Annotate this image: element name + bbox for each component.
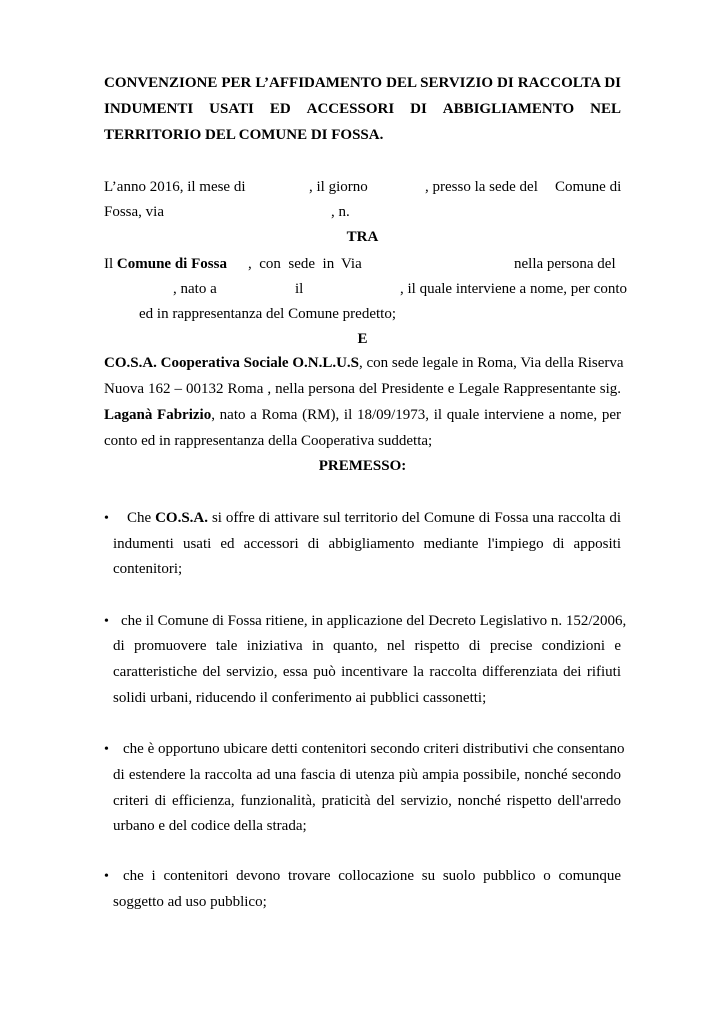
party1-rappresentanza: ed in rappresentanza del Comune predetto;: [139, 306, 396, 322]
intro-comune-di: Comune di: [555, 179, 622, 195]
bullet3-line-3: criteri di efficienza, funzionalità, praticità del servizio, nonché rispetto dell'arredo: [113, 793, 621, 809]
party2-line-3-rest: , nato a Roma (RM), il 18/09/1973, il quale interviene a nome, per: [211, 407, 621, 423]
intro-n: , n.: [331, 204, 350, 220]
intro-sede: , presso la sede del: [425, 179, 538, 195]
bullet1-line-1: [127, 510, 621, 527]
bullet4-line-1: che i contenitori devono trovare collocazione su suolo pubblico o comunque: [123, 868, 621, 884]
party1-line-1: [104, 256, 227, 273]
bullet-icon: •: [104, 614, 109, 629]
title-line-1: CONVENZIONE PER L’AFFIDAMENTO DEL SERVIZIO DI RACCOLTA DI: [104, 75, 621, 91]
bullet3-line-2: di estendere la raccolta ad una fascia di utenza più ampia possibile, nonché secondo: [113, 767, 621, 783]
title-line-3: TERRITORIO DEL COMUNE DI FOSSA.: [104, 127, 384, 143]
party1-comune: Comune di Fossa: [116, 256, 227, 272]
title-word: ACCESSORI: [306, 101, 395, 117]
title-word: ED: [269, 101, 291, 117]
bullet-icon: •: [104, 742, 109, 757]
intro-anno: L’anno 2016, il mese di: [104, 179, 246, 195]
section-e: E: [357, 331, 368, 347]
title-word: NEL: [590, 101, 621, 117]
bullet2-line-1: che il Comune di Fossa ritiene, in applicazione del Decreto Legislativo n. 152/2006,: [121, 613, 627, 629]
party2-line-1-rest: , con sede legale in Roma, Via della Riserva: [359, 355, 624, 371]
intro-giorno: , il giorno: [309, 179, 368, 195]
bullet3-line-1: che è opportuno ubicare detti contenitori secondo criteri distributivi che consentano: [123, 741, 625, 757]
bullet1-che: Che: [127, 510, 152, 526]
title-word: INDUMENTI: [104, 101, 194, 117]
party2-rep-name: Laganà Fabrizio: [104, 407, 212, 423]
party1-il: Il: [104, 256, 114, 272]
party1-interviene: , il quale interviene a nome, per conto: [400, 281, 627, 297]
bullet1-line-3: contenitori;: [113, 561, 183, 577]
bullet3-line-4: urbano e del codice della strada;: [113, 818, 307, 834]
party1-il-2: il: [295, 281, 304, 297]
bullet1-line-2: indumenti usati ed accessori di abbigliamento mediante l'impiego di appositi: [113, 536, 621, 552]
bullet2-line-2: di promuovere tale iniziativa in quanto, nel rispetto di precise condizioni e: [113, 638, 621, 654]
party2-line-2: Nuova 162 – 00132 Roma , nella persona del Presidente e Legale Rappresentante sig.: [104, 381, 621, 397]
section-tra: TRA: [346, 229, 379, 245]
title-word: USATI: [209, 101, 254, 117]
section-premesso: PREMESSO:: [318, 458, 407, 474]
party1-nella-persona: nella persona del: [514, 256, 616, 272]
party1-con-sede: , con sede in: [248, 256, 335, 272]
party2-name: CO.S.A. Cooperativa Sociale O.N.L.U.S: [104, 355, 359, 371]
title-line-2: [104, 101, 621, 118]
bullet1-cosa: CO.S.A.: [155, 510, 209, 526]
party2-line-3: [104, 407, 621, 424]
bullet-icon: •: [104, 869, 109, 884]
bullet-icon: •: [104, 511, 109, 526]
party2-line-4: conto ed in rappresentanza della Cooperativa suddetta;: [104, 433, 433, 449]
title-word: ABBIGLIAMENTO: [442, 101, 575, 117]
title-word: DI: [410, 101, 427, 117]
bullet2-line-4: solidi urbani, riducendo il conferimento ai pubblici cassonetti;: [113, 690, 487, 706]
bullet4-line-2: soggetto ad uso pubblico;: [113, 894, 267, 910]
party2-line-1: [104, 355, 624, 372]
bullet1-line-1-rest: si offre di attivare sul territorio del Comune di Fossa una raccolta di: [211, 510, 622, 526]
party1-via: Via: [341, 256, 362, 272]
party1-nato-a: , nato a: [173, 281, 217, 297]
intro-fossa-via: Fossa, via: [104, 204, 164, 220]
bullet2-line-3: caratteristiche del servizio, essa può incentivare la raccolta differenziata dei rifiuti: [113, 664, 621, 680]
